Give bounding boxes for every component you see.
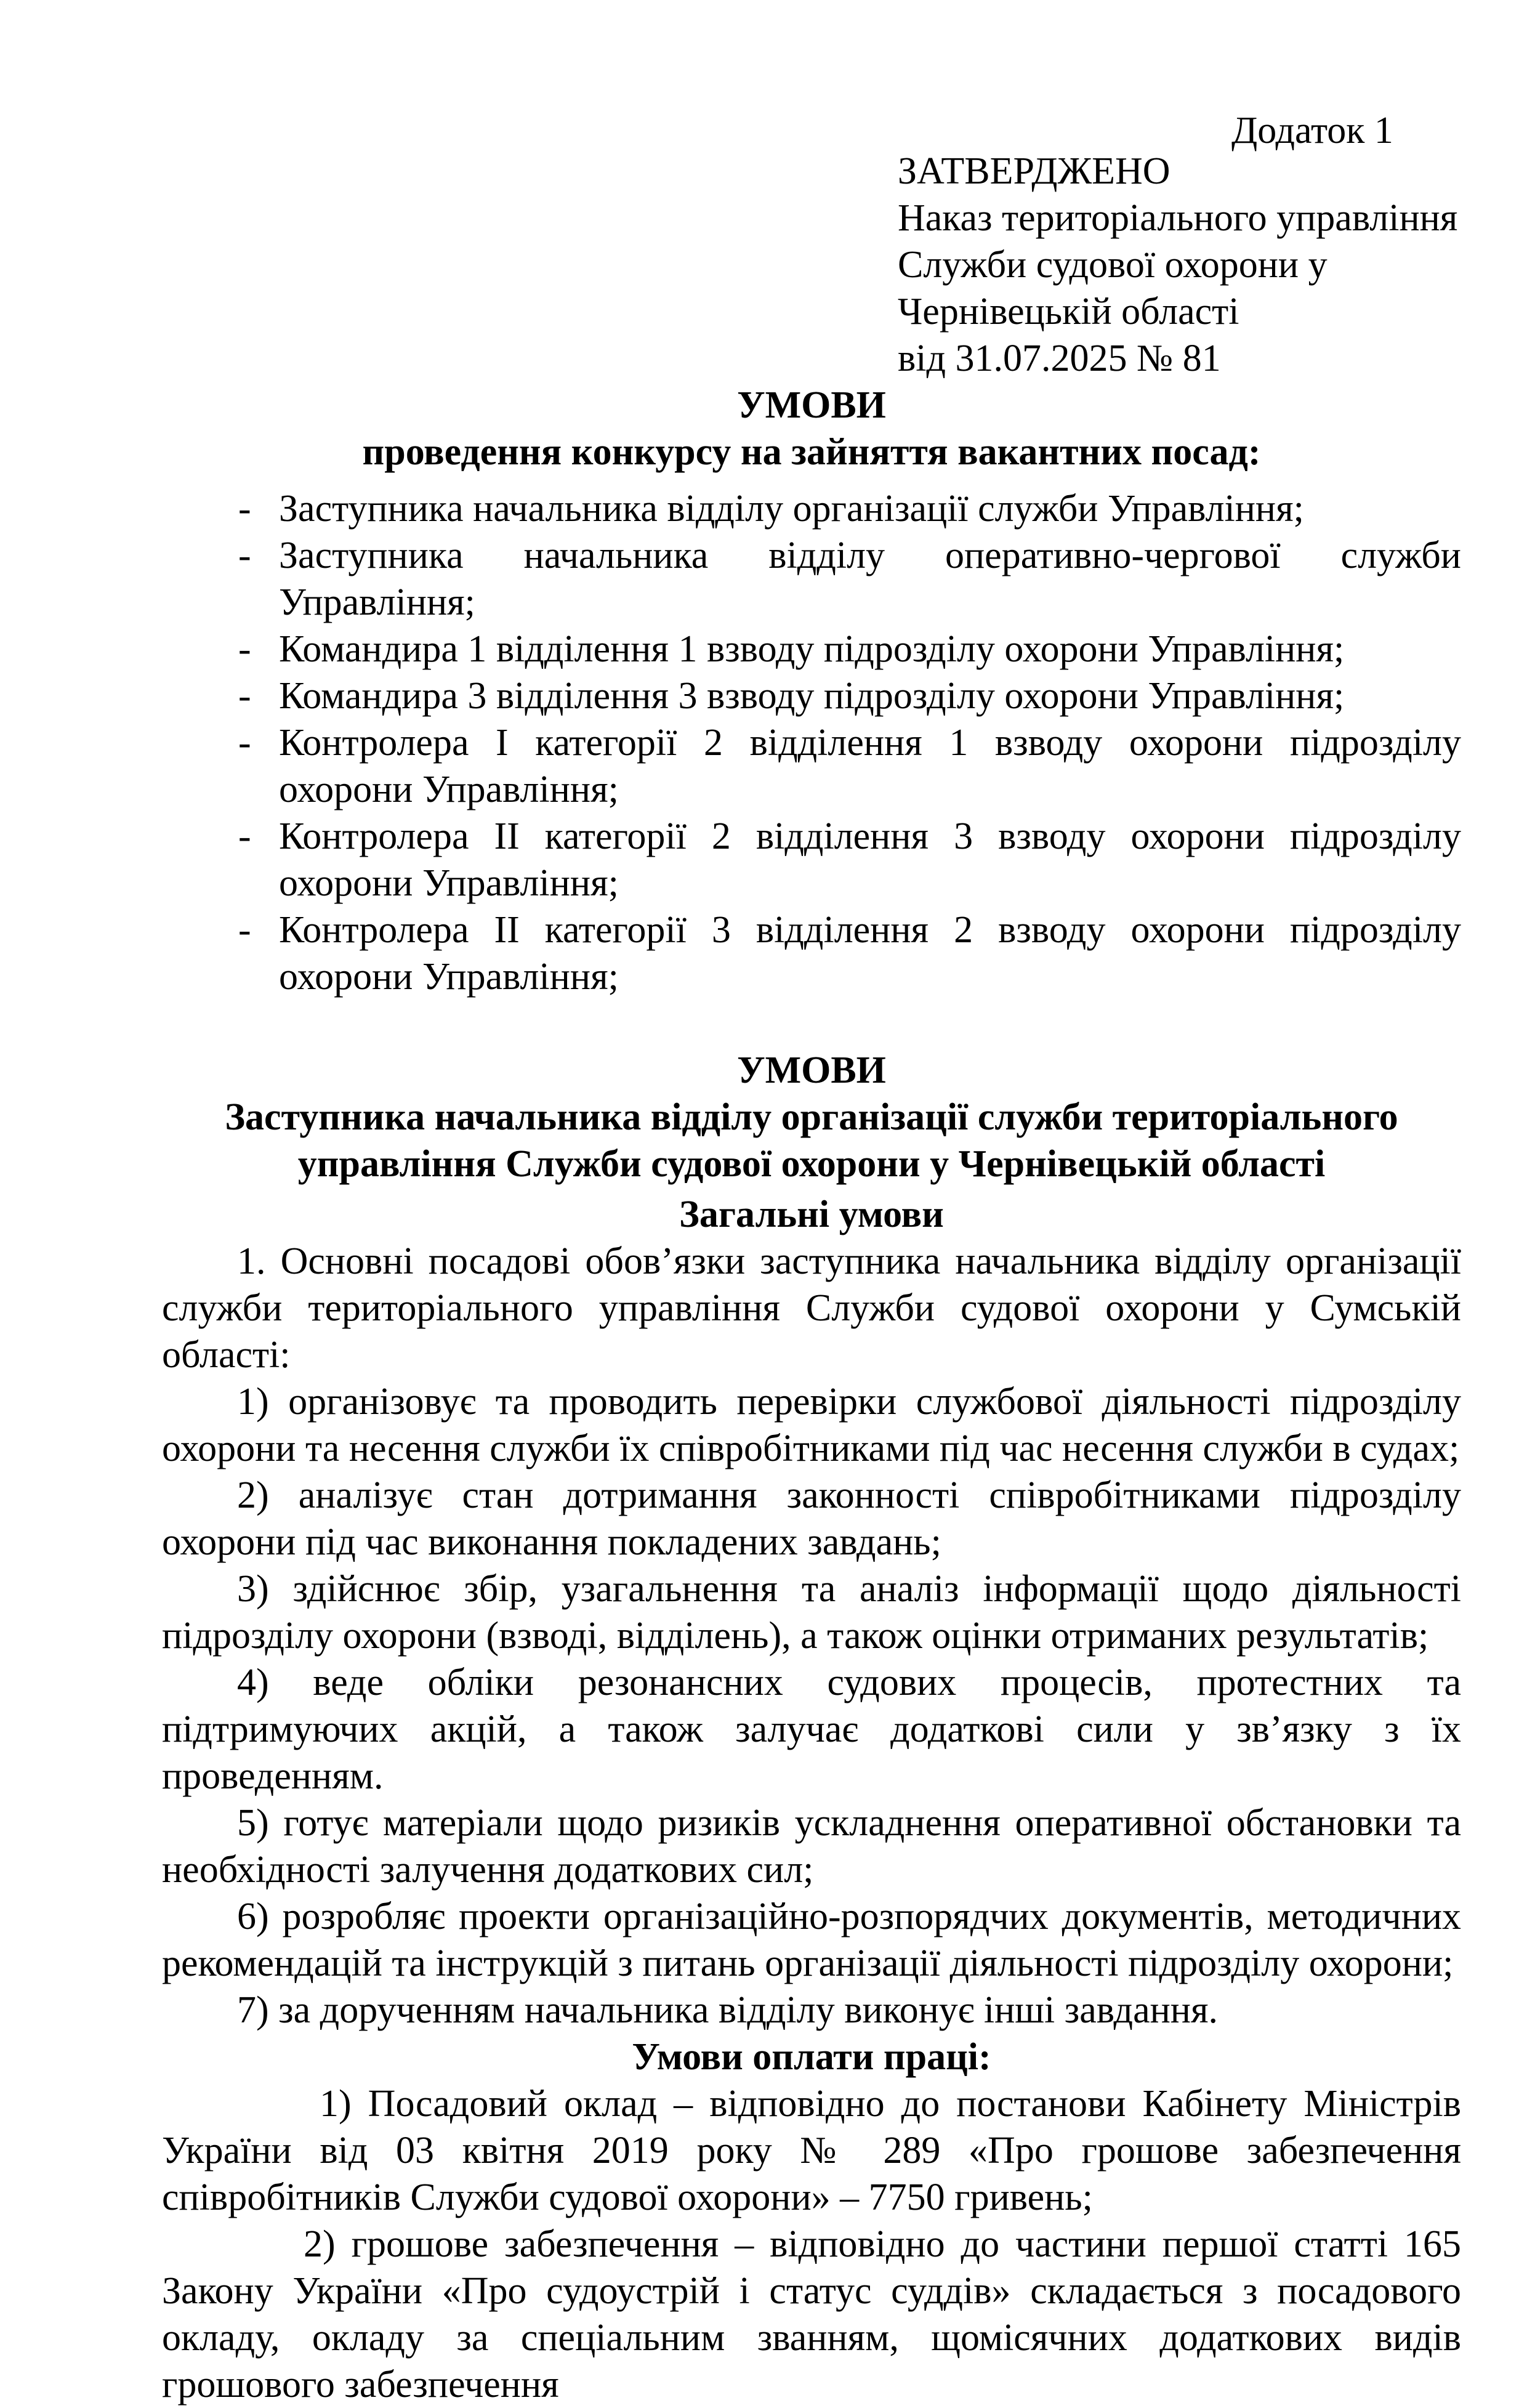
duties-intro: 1. Основні посадові обов’язки заступника начальника відділу організації служби територіального управління Служби судової охорони у Сумській області:	[162, 1240, 1461, 1376]
approved-stamp-text: ЗАТВЕРДЖЕНО	[898, 150, 1170, 192]
duty-item: 5) готує матеріали щодо ризиків ускладнення оперативної обстановки та необхідності залучення додаткових сил;	[162, 1802, 1461, 1891]
section-title: УМОВИ	[737, 384, 886, 426]
vacancy-list	[162, 485, 1461, 1000]
duty-item: 4) веде обліки резонансних судових процесів, протестних та підтримуючих акцій, а також залучає додаткові сили у зв’язку з їх проведенням.	[162, 1662, 1461, 1797]
bullet-dash: -	[238, 488, 251, 530]
order-line: Служби судової охорони у	[898, 244, 1328, 286]
bullet-dash: -	[238, 675, 251, 717]
duty-item: 1) організовує та проводить перевірки службової діяльності підрозділу охорони та несення служби їх співробітниками під час несення служби в судах;	[162, 1381, 1461, 1469]
section-title: УМОВИ	[737, 1049, 886, 1091]
vacancy-text: Заступника начальника відділу організації служби Управління;	[279, 488, 1304, 530]
section-subtitle: Заступника начальника відділу організації служби територіального	[225, 1096, 1398, 1138]
approval-block	[898, 148, 1458, 382]
vacancy-text: Контролера І категорії 2 відділення 1 взводу охорони підрозділу охорони Управління;	[279, 722, 1461, 810]
list-item	[162, 719, 1461, 813]
bullet-dash: -	[238, 535, 251, 576]
list-item	[162, 485, 1461, 532]
list-item	[162, 907, 1461, 1000]
general-conditions-heading: Загальні умови	[679, 1194, 944, 1235]
bullet-dash: -	[238, 815, 251, 857]
order-line: Чернівецькій області	[898, 291, 1239, 333]
vacancy-text: Заступника начальника відділу оперативно-чергової служби Управління;	[279, 535, 1461, 623]
section-subtitle: проведення конкурсу на зайняття вакантних посад:	[362, 431, 1261, 473]
pay-item: 2) грошове забезпечення – відповідно до частини першої статті 165 Закону України «Про судоустрій і статус суддів» складається з посадового окладу, окладу за спеціальним званням, щомісячних додаткових видів грошового забезпечення	[162, 2223, 1461, 2406]
list-item	[162, 673, 1461, 719]
duty-item: 2) аналізує стан дотримання законності співробітниками підрозділу охорони під час виконання покладених завдань;	[162, 1474, 1461, 1563]
duty-item: 7) за дорученням начальника відділу виконує інші завдання.	[237, 1989, 1218, 2031]
vacancy-text: Контролера ІІ категорії 3 відділення 2 взводу охорони підрозділу охорони Управління;	[279, 909, 1461, 998]
list-item	[162, 813, 1461, 907]
order-line: від 31.07.2025 № 81	[898, 337, 1221, 379]
bullet-dash: -	[238, 722, 251, 764]
order-line: Наказ територіального управління	[898, 197, 1458, 239]
duty-item: 6) розробляє проекти організаційно-розпорядчих документів, методичних рекомендацій та інструкцій з питань організації діяльності підрозділу охорони;	[162, 1896, 1461, 1984]
pay-conditions-heading: Умови оплати праці:	[632, 2036, 991, 2078]
list-item	[162, 626, 1461, 673]
section-subtitle: управління Служби судової охорони у Чернівецькій області	[297, 1143, 1326, 1185]
vacancy-text: Командира 1 відділення 1 взводу підрозділу охорони Управління;	[279, 628, 1345, 670]
duty-item: 3) здійснює збір, узагальнення та аналіз інформації щодо діяльності підрозділу охорони (взводі, відділень), а також оцінки отриманих результатів;	[162, 1568, 1461, 1657]
vacancy-text: Командира 3 відділення 3 взводу підрозділу охорони Управління;	[279, 675, 1345, 717]
list-item	[162, 532, 1461, 626]
bullet-dash: -	[238, 909, 251, 951]
vacancy-text: Контролера ІІ категорії 2 відділення 3 взводу охорони підрозділу охорони Управління;	[279, 815, 1461, 904]
attachment-label: Додаток 1	[1231, 110, 1393, 152]
document-body	[162, 382, 1461, 2408]
pay-item: 1) Посадовий оклад – відповідно до постанови Кабінету Міністрів України від 03 квітня 2019 року № 289 «Про грошове забезпечення співробітників Служби судової охорони» – 7750 гривень;	[162, 2083, 1461, 2218]
bullet-dash: -	[238, 628, 251, 670]
